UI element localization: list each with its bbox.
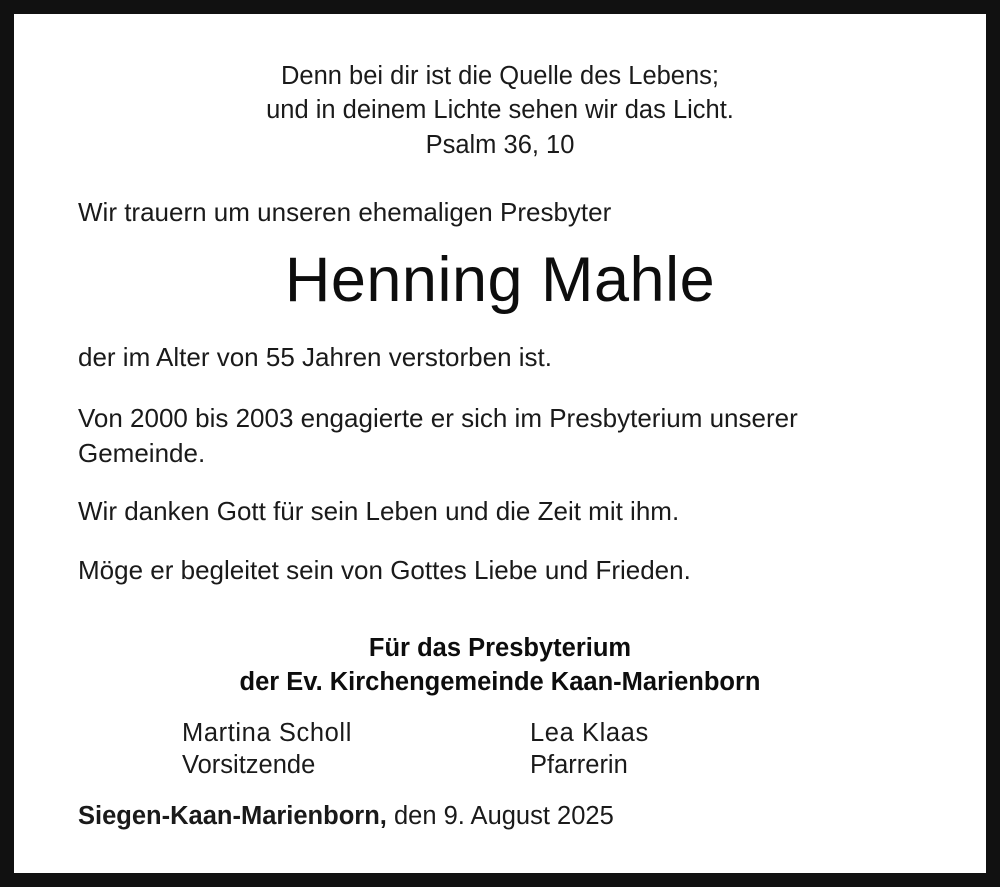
signer-name: Lea Klaas	[530, 719, 649, 748]
bible-verse	[78, 60, 922, 127]
notice-date: den 9. August 2025	[393, 802, 614, 830]
bible-verse-line-2: und in deinem Lichte sehen wir das Licht.	[266, 95, 734, 124]
signer-role: Pfarrerin	[530, 751, 628, 780]
place-date-line	[78, 802, 614, 831]
signer-entry	[182, 719, 530, 780]
signer-role: Vorsitzende	[182, 751, 316, 780]
service-statement: Von 2000 bis 2003 engagierte er sich im Presbyterium unserer Gemeinde.	[78, 402, 798, 468]
obituary-card	[14, 14, 986, 873]
blessing-statement: Möge er begleitet sein von Gottes Liebe und Frieden.	[78, 555, 691, 586]
thanks-statement: Wir danken Gott für sein Leben und die Zeit mit ihm.	[78, 496, 680, 527]
signer-name: Martina Scholl	[182, 719, 352, 748]
signer-entry	[530, 719, 878, 780]
bible-verse-reference: Psalm 36, 10	[425, 131, 575, 160]
signers-block	[78, 719, 922, 780]
place-name: Siegen-Kaan-Marienborn,	[78, 802, 387, 830]
mourning-lead-text: Wir trauern um unseren ehemaligen Presbyter	[78, 196, 612, 227]
organization-line-2: der Ev. Kirchengemeinde Kaan-Marienborn	[239, 667, 761, 696]
bible-verse-line-1: Denn bei dir ist die Quelle des Lebens;	[280, 62, 720, 90]
deceased-name: Henning Mahle	[284, 244, 716, 315]
age-statement: der im Alter von 55 Jahren verstorben ist.	[78, 342, 553, 372]
organization-block	[78, 632, 922, 699]
organization-line-1: Für das Presbyterium	[368, 634, 632, 663]
